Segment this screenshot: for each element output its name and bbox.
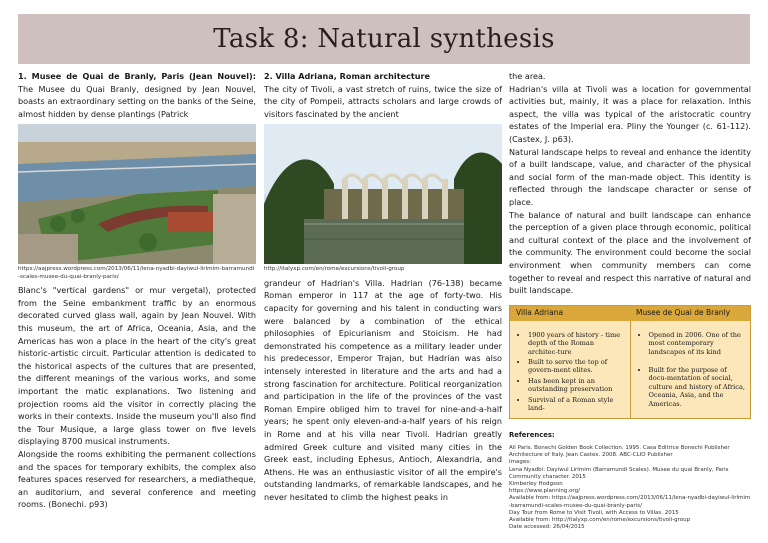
analysis-p3: Natural landscape helps to reveal and enhance the identity of a built landscape, value, and character of the physical and social form of the man-made object. This identity is reflected through the landscape character or sense of place. <box>509 146 751 207</box>
villa-photo-caption: http://italyxp.com/en/rome/excursions/tivoli-group <box>264 266 405 273</box>
branly-heading: 1. Musee de Quai de Branly, Paris (Jean Nouvel): <box>18 71 256 81</box>
column-villa-adriana <box>264 70 502 503</box>
references-list <box>509 445 751 531</box>
branly-photo-caption: https://aajpress.wordpress.com/2013/06/11/lena-nyadbi-dayiwul-lirlmim-barramundi-scales-musee-du-quai-branly-paris/ <box>18 266 255 280</box>
list-item: • Survival of a Roman style land- <box>528 396 626 413</box>
page-title: Task 8: Natural synthesis <box>213 24 555 54</box>
branly-body-2: Alongside the rooms exhibiting the permanent collections and the spaces for temporary exhibits, the complex also features spaces reserved for researchers, a mediatheque, an auditorium, and several conference and meeting rooms. (Bonechi. p93) <box>18 448 256 510</box>
reference-line: Lena Nyadbi: Dayiwul Lirlmim (Barramundi Scales). Musee du quai Branly, Paris <box>509 466 729 473</box>
villa-body: grandeur of Hadrian's Villa. Hadrian (76-138) became Roman emperor in 117 at the age of forty-two. His capacity for governing and his talent in conducting wars were balanced by a combination of the ethical philosophies of Epicurianism and Stoicism. He had demonstrated his competence as a military leader under his predecessor, Emperor Trajan, but Hadrian was also intensely interested in literature and the arts and had a strong fascination for architecture. Political reorganization and participation in the life of the provinces of the vast Roman Empire obliged him to travel for nine-and-a-half years; he spent only eleven-and-a-half years of his reign in Rome and at his villa near Tivoli. Hadrian greatly admired Greek culture and visited many cities in the Greek east, including Ephesus, Antioch, Alexandria, and Athens. He was an enthusiastic visitor of all the empire's outstanding landmarks, of remarkable landscapes, and he never hesitated to climb the highest peaks in <box>264 277 502 502</box>
reference-line: https://www.planning.org/ <box>509 488 580 495</box>
list-item: • Built for the purpose of docu-mentation of social, culture and history of Africa, Oceania, Asia, and the Americas. <box>649 366 747 408</box>
branly-intro: The Musee du Quai Branly, designed by Jean Nouvel, boasts an extraordinary setting on the banks of the Seine, almost hidden by dense plantings (Patrick <box>18 83 256 119</box>
list-item: • Opened in 2006. One of the most contemporary landscapes of its kind <box>649 331 747 356</box>
list-item: • Has been kept in an outstanding preservation <box>528 377 626 394</box>
comparison-table-body <box>510 321 750 419</box>
list-item <box>649 358 747 364</box>
branly-photo-image <box>18 124 256 264</box>
list-item: • 1900 years of history - time depth of the Roman architec-ture <box>528 331 626 356</box>
header-villa-adriana: Villa Adriana <box>516 307 564 317</box>
reference-line: Architecture of Italy. Jean Castex. 2008. ABC-CLIO Publisher <box>509 452 673 459</box>
reference-line: Available from: http://italyxp.com/en/rome/excursions/tivoli-group <box>509 516 691 523</box>
column-analysis <box>509 70 751 531</box>
villa-heading: 2. Villa Adriana, Roman architecture <box>264 71 430 81</box>
branly-body-1: Blanc's "vertical gardens" or mur vergetal), protected from the Seine embankment traffic by an enormous decorated curved glass wall, again by Jean Nouvel. With this museum, the art of Africa, Oceania, Asia, and the Americas has won a place in the heart of the city's great historic-artistic circuit. Particular attention is dedicated to the historical aspects of the cultures that are presented, the different meanings of the various works, and some important the matic explanations. Two listening and projection rooms aid the visitor in correctly placing the works in their contexts. Inside the museum you'll also find the Tour Musique, a large glass tower on five levels displaying 8700 musical instruments. <box>18 285 256 447</box>
reference-line: Day Tour from Rome to Visit Tivoli, with Access to Villas. 2015 <box>509 509 679 516</box>
villa-intro: The city of Tivoli, a vast stretch of ruins, twice the size of the city of Pompeii, attracts scholars and large crowds of visitors fascinated by the ancient <box>264 83 502 119</box>
title-banner <box>18 14 750 64</box>
reference-line: Date accessed: 26/04/2015 <box>509 524 585 531</box>
reference-line: Kimberley Hodgson <box>509 480 563 487</box>
reference-line: Community character. 2015 <box>509 473 586 480</box>
branly-points <box>631 321 751 419</box>
analysis-p1: the area. <box>509 71 546 81</box>
comparison-table <box>509 305 751 420</box>
header-branly: Musee de Quai de Branly <box>636 307 731 317</box>
column-branly <box>18 70 256 511</box>
branly-aerial-photo <box>18 124 256 264</box>
villa-intro-paragraph <box>264 70 502 120</box>
analysis-p4: The balance of natural and built landscape can enhance the perception of a given place through economic, political and cultural context of the place and the involvement of the community. The environment could become the social environment when community members can come together to reveal and respect this narrative of natural and built landscape. <box>509 209 751 296</box>
villa-photo-image <box>264 124 502 264</box>
comparison-table-header <box>510 306 750 321</box>
list-item: • Built to serve the top of govern-ment elites. <box>528 358 626 375</box>
reference-line: All Paris. Bonechi Golden Book Collection. 1995. Casa Editrice Bonechi Publisher <box>509 444 730 451</box>
reference-line: Available from: https://aajpress.wordpress.com/2013/06/11/lena-nyadbi-dayiwul-lirlmim-barramundi-scales-musee-du-quai-branly-paris/ <box>509 495 751 509</box>
villa-adriana-photo <box>264 124 502 264</box>
references-title: References: <box>509 431 555 440</box>
villa-adriana-points <box>510 321 630 419</box>
analysis-p2: Hadrian's villa at Tivoli was a location for governmental activities but, mainly, it was a place for relaxation. Inthis aspect, the villa was typical of the aristocratic country estates of the Imperial era. Pliny the Younger (c. 61-112). (Castex, J. p63). <box>509 83 751 144</box>
branly-intro-paragraph <box>18 70 256 120</box>
reference-line: Images: <box>509 459 531 466</box>
